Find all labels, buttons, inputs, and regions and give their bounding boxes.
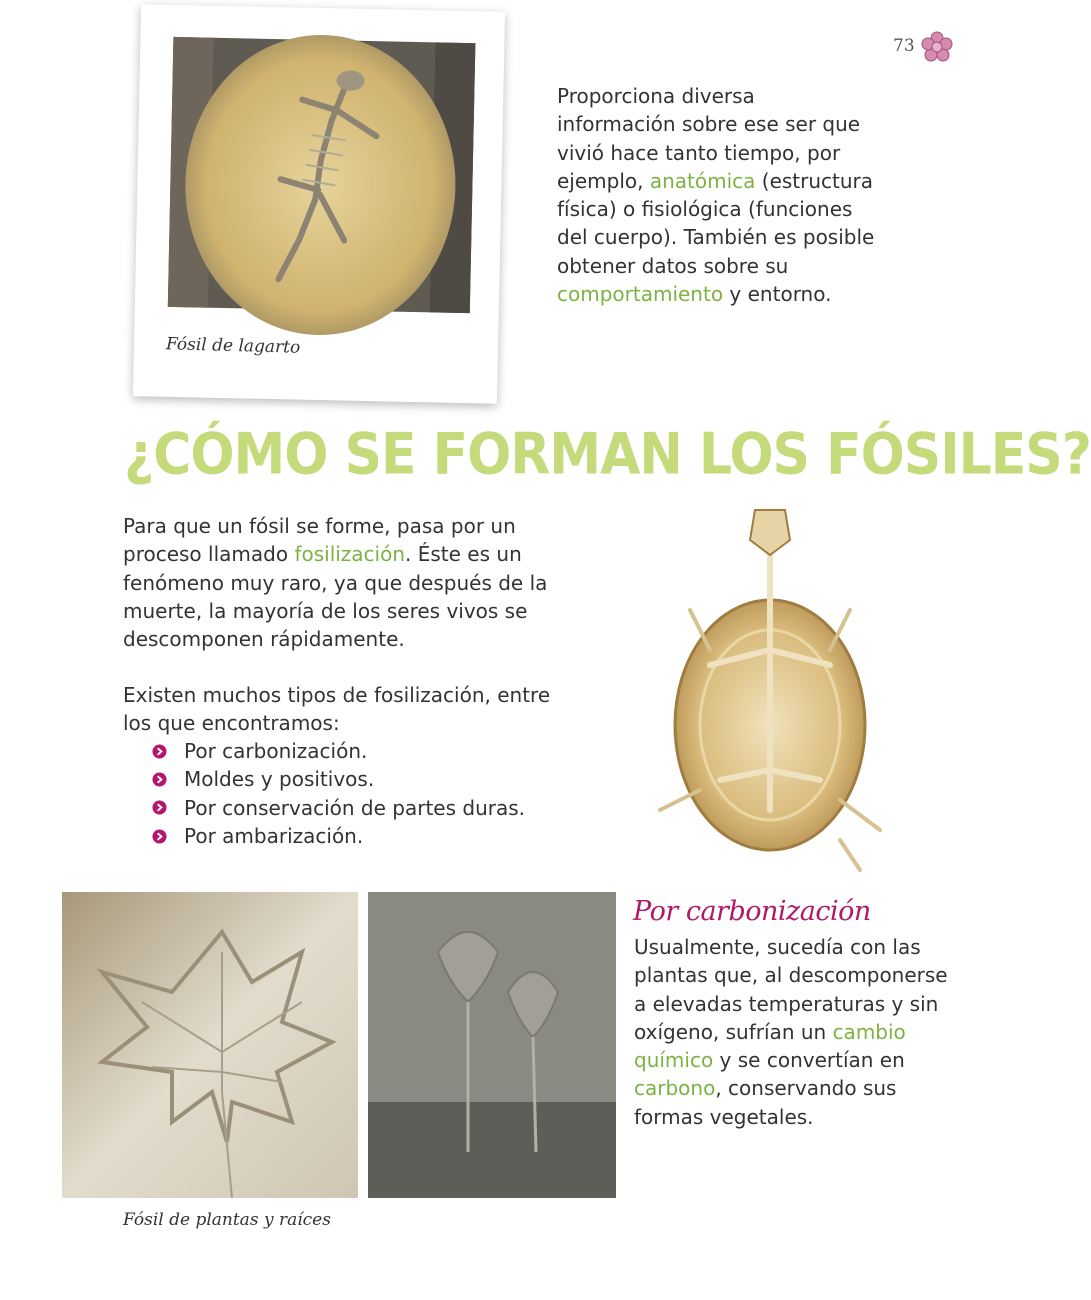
lizard-fossil-photo [168,37,476,313]
list-item: Por conservación de partes duras. [152,794,525,822]
carbonization-heading: Por carbonización [633,896,871,927]
turtle-skeleton-image [650,500,890,880]
section-title: ¿CÓMO SE FORMAN LOS FÓSILES? [124,422,1091,488]
fossilization-types-list [152,737,525,850]
chevron-bullet-icon [152,744,167,759]
roots-fossil-photo [368,892,616,1198]
leaf-fossil-photo [62,892,358,1198]
chevron-bullet-icon [152,772,167,787]
list-item: Moldes y positivos. [152,765,525,793]
lizard-photo-caption: Fósil de lagarto [165,334,301,358]
highlight-anatomica: anatómica [649,168,756,193]
list-item: Por ambarización. [152,822,525,850]
flower-icon [920,30,954,64]
carbonization-paragraph: Usualmente, sucedía con las plantas que, al descomponerse a elevadas temperaturas y sin oxígeno, sufrían un cambio químico y se convertían en carbono, conservando sus formas vegetales. [634,935,948,1129]
intro-paragraph: Proporciona diversa información sobre ese ser que vivió hace tanto tiempo, por ejemplo, anatómica (estructura física) o fisiológica (funciones del cuerpo). También es posible obtener datos sobre su comportamiento y entorno. [557,84,875,307]
fossil-formation-paragraph: Para que un fósil se forme, pasa por un proceso llamado fosilización. Éste es un fenómeno muy raro, ya que después de la muerte, la mayoría de los seres vivos se descomponen rápidamente. [123,514,548,652]
highlight-cambio-quimico: cambio químico [634,1019,906,1073]
plants-photo-caption: Fósil de plantas y raíces [123,1210,331,1230]
fossilization-types-intro: Existen muchos tipos de fosilización, entre los que encontramos: [123,683,551,736]
chevron-bullet-icon [152,800,167,815]
highlight-fosilizacion: fosilización [294,542,406,567]
page-number: 73 [893,36,915,56]
highlight-comportamiento: comportamiento [557,282,724,307]
list-item: Por carbonización. [152,737,525,765]
highlight-carbono: carbono [634,1076,716,1101]
chevron-bullet-icon [152,829,167,844]
